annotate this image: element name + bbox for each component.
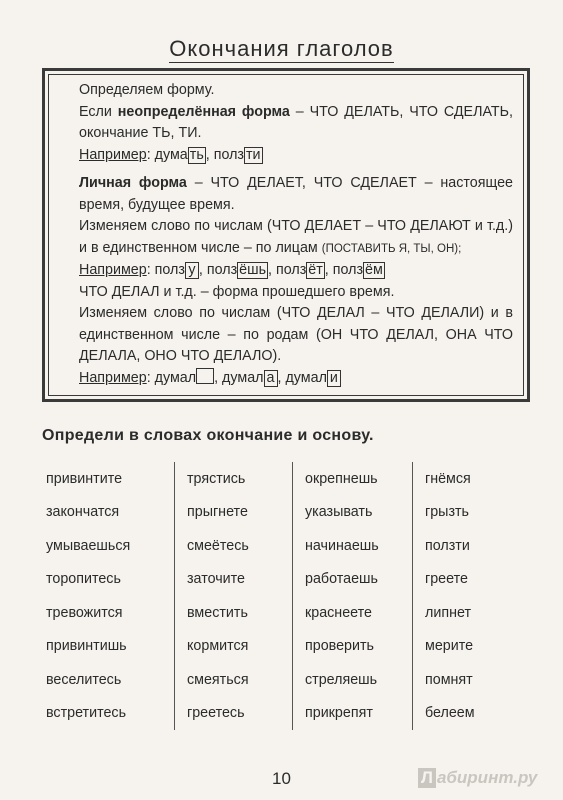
word: прикрепят [292,697,412,731]
word: липнет [412,596,512,630]
word: указывать [292,496,412,530]
watermark: Л абиринт.ру [418,768,537,788]
word: белеем [412,697,512,731]
example-infinitive: Например: дума ть , полз ти [79,146,261,163]
word-grid [42,462,512,734]
word: торопитесь [46,571,121,588]
word: вместить [174,596,292,630]
ending-box: ти [246,146,261,163]
personal-rule: Личная форма – ЧТО ДЕЛАЕТ, ЧТО СДЕЛАЕТ – настоящее время, будущее время. [79,175,513,213]
word: окрепнешь [292,462,412,496]
word: умываешься [46,537,131,554]
word: гнёмся [412,462,512,496]
rule-line: Определяем форму. [79,82,215,98]
ending-box: ём [365,262,383,278]
change-by-number-gender: Изменяем слово по числам (ЧТО ДЕЛАЛ – ЧТО ДЕЛАЛИ) и в единственном числе – по родам (ОН ЧТО ДЕЛАЛ, ОНА ЧТО ДЕЛАЛА, ОНО ЧТО ДЕЛАЛО). [79,305,513,364]
word: привинтите [46,470,123,487]
ending-box: ёт [308,262,323,278]
ending-box: и [327,370,341,387]
rule-box [42,68,530,402]
page-number: 10 [272,769,291,788]
word: стреляешь [292,663,412,697]
word: греетесь [174,697,292,731]
word: работаешь [292,563,412,597]
ending-box: ть [189,146,204,163]
ending-box: ёшь [239,262,267,278]
word: мерите [412,630,512,664]
word: краснеете [292,596,412,630]
word: тревожится [46,604,123,621]
word: закончатся [46,504,120,521]
word: заточите [174,563,292,597]
ending-box: у [185,262,199,279]
word: помнят [412,663,512,697]
word: смеётесь [174,529,292,563]
example-personal: Например: полз у , полз ёшь , полз ёт , полз ём [79,262,383,278]
change-by-number-person: Изменяем слово по числам (ЧТО ДЕЛАЕТ – ЧТО ДЕЛАЮТ и т.д.) и в единственном числе – по лицам (ПОСТАВИТЬ Я, ТЫ, ОН); [79,218,513,256]
ending-box-empty [196,368,214,384]
word: привинтишь [46,638,127,655]
word: прыгнете [174,496,292,530]
word: встретитесь [46,705,127,722]
word: трястись [174,462,292,496]
past-rule: ЧТО ДЕЛАЛ и т.д. – форма прошедшего время. [79,283,395,300]
word: веселитесь [46,671,122,688]
example-past: Например: думал , думал а , думал и [79,368,513,390]
task-heading: Определи в словах окончание и основу. [42,427,374,444]
word: греете [412,563,512,597]
word: кормится [174,630,292,664]
infinitive-rule: Если неопределённая форма – ЧТО ДЕЛАТЬ, ЧТО СДЕЛАТЬ, окончание ТЬ, ТИ. [79,103,513,141]
word: ползти [412,529,512,563]
labirint-logo-icon: Л [418,768,436,788]
word: грызть [412,496,512,530]
word: начинаешь [292,529,412,563]
page-title: Окончания глаголов [169,36,394,61]
ending-box: а [264,370,278,387]
word: смеяться [174,663,292,697]
word: проверить [292,630,412,664]
